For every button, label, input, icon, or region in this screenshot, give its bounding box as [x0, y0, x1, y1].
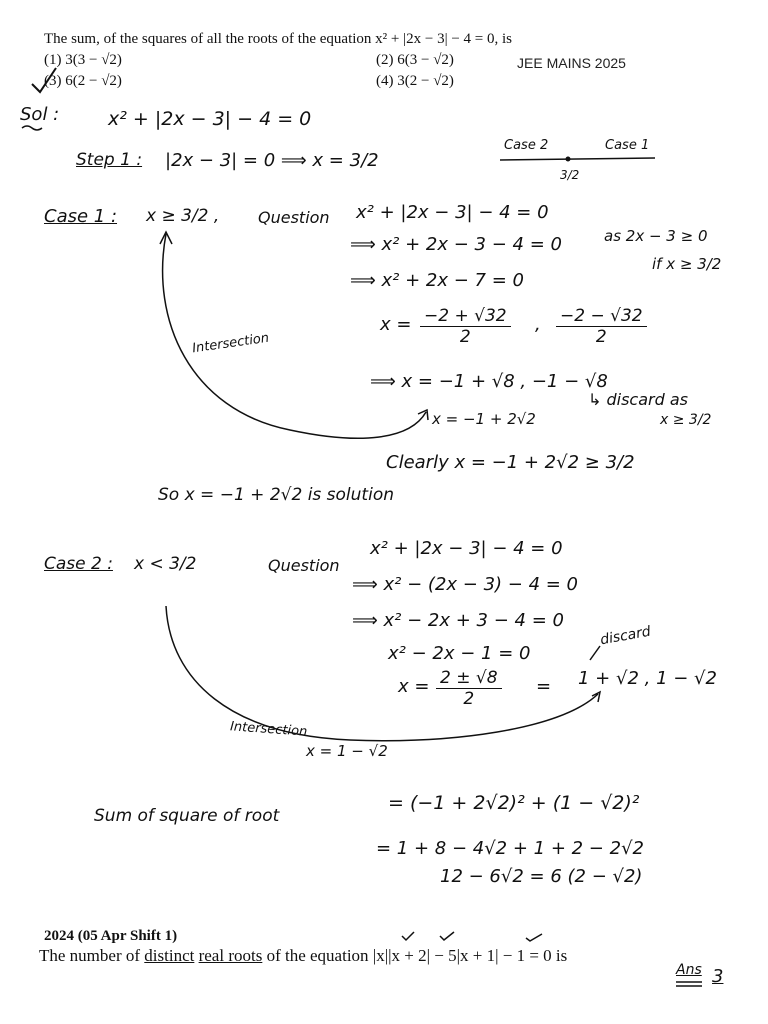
- case2-quad-x: x =: [398, 676, 430, 697]
- case2-line-4: x² − 2x − 1 = 0: [388, 643, 531, 664]
- case1-line-2: ⟹ x² + 2x − 3 − 4 = 0: [350, 234, 562, 255]
- option-2: (2) 6(3 − √2): [376, 52, 454, 68]
- numberline-case1: Case 1: [605, 138, 650, 153]
- sol-underline: [22, 126, 42, 130]
- sum-label: Sum of square of root: [94, 806, 280, 826]
- case2-equals: =: [536, 676, 552, 697]
- case2-line-1: x² + |2x − 3| − 4 = 0: [370, 538, 563, 559]
- case1-label: Case 1 :: [44, 206, 118, 227]
- case1-root2-numerator: −2 − √32: [556, 306, 647, 327]
- main-equation: x² + |2x − 3| − 4 = 0: [108, 108, 312, 130]
- discard-arrow: [590, 646, 600, 660]
- case1-clearly: Clearly x = −1 + 2√2 ≥ 3/2: [386, 452, 635, 473]
- case1-intersection-result: x = −1 + 2√2: [432, 410, 536, 428]
- case2-label: Case 2 :: [44, 554, 113, 574]
- sol-label: Sol :: [20, 104, 60, 125]
- case1-intersection: Intersection: [191, 330, 271, 357]
- case1-line-1: x² + |2x − 3| − 4 = 0: [356, 202, 549, 223]
- case2-line-3: ⟹ x² − 2x + 3 − 4 = 0: [352, 610, 564, 631]
- number-line: [500, 158, 655, 160]
- case1-discard-note-1: ↳ discard as: [588, 390, 688, 409]
- case2-discard: discard: [598, 623, 653, 649]
- question-2-text-b: of the equation |x||x + 2| − 5|x + 1| − 1 = 0 is: [262, 946, 568, 965]
- case1-root1-denominator: 2: [459, 327, 471, 347]
- case1-root1-numerator: −2 + √32: [420, 306, 511, 327]
- case1-so: So x = −1 + 2√2 is solution: [158, 485, 394, 505]
- tick-2: [440, 932, 454, 940]
- case2-root-denominator: 2: [463, 689, 475, 709]
- case1-root2-denominator: 2: [595, 327, 607, 347]
- option-4: (4) 3(2 − √2): [376, 73, 454, 89]
- step1-text: |2x − 3| = 0 ⟹ x = 3/2: [165, 150, 379, 171]
- case1-simplified: ⟹ x = −1 + √8 , −1 − √8: [370, 371, 608, 392]
- question-2-text-a: The number of: [39, 946, 145, 965]
- case1-root-comma: ,: [535, 314, 541, 335]
- exam-source-tag: JEE MAINS 2025: [517, 55, 626, 71]
- sum-line-2: = 1 + 8 − 4√2 + 1 + 2 − 2√2: [376, 838, 644, 859]
- case2-line-2: ⟹ x² − (2x − 3) − 4 = 0: [352, 574, 579, 595]
- case1-root1: [420, 306, 511, 347]
- question-2-distinct: distinct: [144, 946, 195, 965]
- question-2-heading: 2024 (05 Apr Shift 1): [44, 928, 178, 944]
- question-2-text: [39, 946, 567, 966]
- case2-intersection-result: x = 1 − √2: [306, 742, 388, 760]
- numberline-case2: Case 2: [504, 138, 549, 153]
- case1-side-note-2: if x ≥ 3/2: [652, 255, 722, 273]
- option-1: (1) 3(3 − √2): [44, 52, 122, 68]
- case2-condition: x < 3/2: [134, 554, 197, 574]
- tick-1: [402, 932, 414, 940]
- case1-quad-x: x =: [380, 314, 412, 335]
- case1-root2: [556, 306, 647, 347]
- case2-roots: 1 + √2 , 1 − √2: [578, 668, 717, 689]
- answer-value: 3: [712, 966, 724, 987]
- case1-side-note-1: as 2x − 3 ≥ 0: [604, 227, 708, 245]
- tick-3: [526, 934, 542, 941]
- question-2-real-roots: real roots: [198, 946, 263, 965]
- option-3: (3) 6(2 − √2): [44, 73, 122, 89]
- sum-line-1: = (−1 + 2√2)² + (1 − √2)²: [388, 792, 640, 814]
- case1-arrow-head-top: [160, 232, 172, 244]
- number-line-point: [566, 157, 571, 162]
- case2-intersection: Intersection: [229, 719, 308, 740]
- case1-arrow-head-bottom: [418, 410, 428, 420]
- numberline-point: 3/2: [560, 168, 580, 182]
- case1-question-label: Question: [258, 208, 330, 227]
- case2-arrow-head: [592, 692, 600, 702]
- sum-line-3: 12 − 6√2 = 6 (2 − √2): [440, 866, 643, 887]
- case2-question-label: Question: [268, 556, 340, 575]
- answer-label: Ans: [676, 962, 702, 978]
- case1-line-3: ⟹ x² + 2x − 7 = 0: [350, 270, 524, 291]
- case1-condition: x ≥ 3/2 ,: [146, 206, 220, 226]
- step1-label: Step 1 :: [76, 150, 143, 170]
- case1-discard-note-2: x ≥ 3/2: [660, 412, 712, 428]
- question-1-text: The sum, of the squares of all the roots of the equation x² + |2x − 3| − 4 = 0, is: [44, 31, 513, 47]
- case1-intersection-arrow: [163, 234, 426, 438]
- case2-root: [436, 668, 502, 709]
- case2-root-numerator: 2 ± √8: [436, 668, 502, 689]
